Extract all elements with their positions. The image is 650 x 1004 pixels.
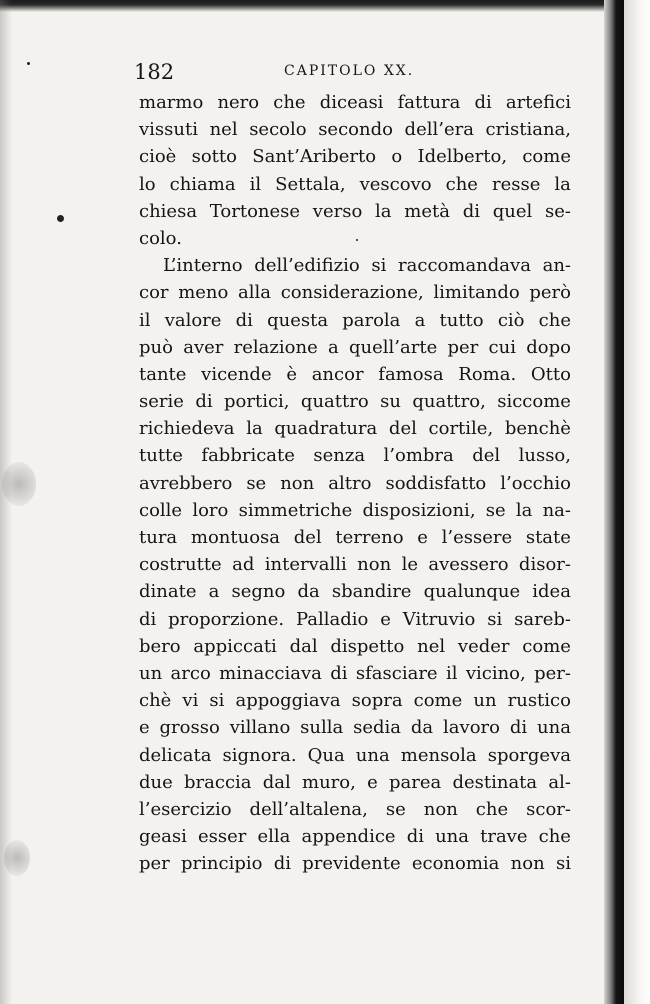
word: ciò (497, 309, 525, 331)
word: fabbricate (201, 445, 295, 467)
word: qualunque (423, 581, 521, 603)
word: Otto (530, 363, 571, 385)
word: del (293, 527, 322, 548)
word: il (445, 662, 458, 684)
word: arco (170, 662, 211, 684)
word: disor- (518, 554, 571, 576)
word: per (139, 853, 170, 875)
text-line (139, 307, 571, 334)
word: verso (312, 200, 363, 222)
word: lavoro (443, 717, 500, 739)
word: vicino, (465, 662, 526, 684)
word: veder (457, 635, 510, 657)
text-line (139, 850, 571, 877)
word: scor- (526, 798, 571, 820)
word: Qua (307, 744, 345, 766)
text-line (139, 334, 571, 361)
word: e (417, 527, 428, 548)
word: di (474, 92, 492, 113)
word: però (529, 282, 571, 304)
word: si (209, 690, 225, 712)
word: esser (198, 826, 247, 848)
word: come (413, 690, 463, 712)
text-line (139, 796, 571, 823)
word: previdente (302, 853, 401, 875)
text-line (139, 714, 571, 741)
text-line (139, 497, 571, 524)
word: tutto (439, 309, 484, 331)
word: la (554, 173, 571, 195)
text-line (139, 606, 571, 633)
word: diceasi (319, 92, 384, 113)
word: quadratura (274, 418, 378, 440)
word: fattura (397, 92, 461, 113)
word: parola (342, 309, 401, 331)
word: portici, (224, 391, 290, 413)
word: artefici (505, 92, 571, 113)
word: nel (209, 119, 238, 141)
word: che (273, 92, 306, 113)
word: L’interno (163, 255, 243, 277)
word: state (525, 527, 571, 548)
word: costrutte (139, 554, 222, 576)
word: tura (139, 527, 178, 548)
text-line (139, 769, 571, 796)
word: quel (492, 200, 533, 222)
word: nero (217, 92, 260, 113)
word: che (538, 826, 571, 848)
word: da (410, 717, 434, 739)
word: ella (257, 826, 291, 848)
word: Tortonese (209, 200, 301, 222)
word: come (522, 146, 571, 168)
word: vicende (201, 363, 272, 385)
word: cor (139, 282, 169, 304)
word: che (475, 798, 509, 820)
word: come (522, 635, 571, 657)
text-line (139, 524, 571, 551)
word: mensola (400, 744, 477, 766)
word: dispetto (330, 635, 405, 657)
word: na- (542, 499, 571, 521)
word: colle (139, 499, 183, 521)
word: dell’altalena, (249, 798, 368, 820)
word: un (139, 662, 163, 684)
book-gutter-shadow (604, 0, 624, 1004)
word: appoggiava (235, 690, 341, 712)
word: lusso, (518, 445, 571, 467)
word: marmo (139, 92, 204, 113)
word: destinata (452, 771, 538, 793)
word: l’essere (441, 527, 513, 548)
word: benchè (504, 418, 571, 440)
word: secondo (318, 119, 393, 141)
text-line (139, 633, 571, 660)
word: è (286, 363, 297, 385)
word: muro, (302, 771, 356, 793)
word: sbandire (331, 581, 412, 603)
word: una (435, 826, 469, 848)
word: una (355, 744, 390, 766)
text-line (139, 361, 571, 388)
word: valore (164, 309, 222, 331)
text-line (139, 143, 571, 170)
word: sporgeva (487, 744, 571, 766)
word: non (357, 554, 392, 576)
word: Idelberto, (417, 146, 508, 168)
word: disposizioni, (362, 499, 476, 521)
word: sareb- (514, 608, 571, 630)
paper-stain (2, 462, 36, 506)
word: dinate (139, 581, 197, 603)
word: di (195, 391, 213, 413)
top-edge-shadow (0, 0, 650, 12)
text-line (139, 198, 571, 225)
word: quattro, (412, 391, 486, 413)
word: dell’era (404, 119, 474, 141)
word: dal (262, 771, 291, 793)
word: minacciava (219, 662, 322, 684)
text-line (139, 279, 571, 306)
word: sopra (351, 690, 403, 712)
word: limitando (433, 282, 520, 304)
word: Roma. (458, 363, 517, 385)
word: di (509, 717, 528, 739)
word: richiedeva (139, 418, 235, 440)
word: di (330, 662, 348, 684)
page-number: 182 (134, 60, 175, 84)
word: chiesa (139, 200, 198, 222)
word: di (235, 309, 253, 331)
text-line (139, 116, 571, 143)
word: l’esercizio (139, 798, 232, 820)
word: avrebbero (139, 472, 233, 494)
word: resse (491, 173, 541, 195)
word: il (249, 173, 262, 195)
paper-stain (4, 840, 30, 876)
word: principio (181, 853, 263, 875)
word: da (297, 581, 320, 603)
text-line (139, 415, 571, 442)
text-line (139, 578, 571, 605)
text-line (139, 171, 571, 198)
word: si (555, 853, 571, 875)
word: dal (289, 635, 318, 657)
word: colo. (139, 227, 182, 249)
word: e (139, 717, 150, 739)
word: a (414, 309, 426, 331)
text-line (139, 442, 571, 469)
word: siccome (497, 391, 571, 413)
word: chè (139, 690, 172, 712)
word: economia (411, 853, 500, 875)
ink-speck (57, 215, 64, 222)
word: appiccati (193, 635, 277, 657)
text-line (139, 388, 571, 415)
word: parea (388, 771, 442, 793)
word: famosa (378, 363, 444, 385)
word: si (371, 255, 387, 277)
word: un (473, 690, 497, 712)
word: l’occhio (500, 472, 571, 494)
text-line (139, 660, 571, 687)
text-line (139, 252, 571, 279)
word: considerazione, (280, 282, 424, 304)
word: a (208, 581, 220, 603)
word: loro (192, 499, 229, 521)
word: cui (488, 336, 516, 358)
word: se (485, 499, 506, 521)
word: avessero (428, 554, 509, 576)
word: secolo (249, 119, 307, 141)
word: al- (548, 771, 571, 793)
word: bero (139, 635, 181, 657)
ink-speck (27, 62, 30, 65)
word: le (401, 554, 419, 576)
word: ad (232, 554, 255, 576)
word: due (139, 771, 173, 793)
word: questa (267, 309, 329, 331)
word: altro (328, 472, 372, 494)
word: quell’arte (349, 336, 438, 358)
word: meno (178, 282, 229, 304)
word: e (367, 771, 378, 793)
text-line (139, 551, 571, 578)
word: una (537, 717, 571, 739)
word: a (328, 336, 339, 358)
word: terreno (335, 527, 404, 548)
text-line (139, 225, 571, 252)
word: geasi (139, 826, 187, 848)
word: di (462, 200, 480, 222)
word: tante (139, 363, 187, 385)
word: proporzione. (168, 608, 285, 630)
word: segno (231, 581, 286, 603)
word: vissuti (139, 119, 198, 141)
word: chiama (169, 173, 236, 195)
word: nel (417, 635, 446, 657)
word: ancor (311, 363, 364, 385)
word: lo (139, 173, 156, 195)
word: può (139, 336, 173, 358)
word: sfasciare (355, 662, 438, 684)
word: di (139, 608, 157, 630)
text-line (139, 823, 571, 850)
word: di (406, 826, 424, 848)
word: idea (532, 581, 571, 603)
word: se- (544, 200, 571, 222)
word: che (538, 309, 571, 331)
word: e (380, 608, 391, 630)
word: vi (182, 690, 199, 712)
word: la (515, 499, 533, 521)
word: di (273, 853, 291, 875)
word: rustico (507, 690, 571, 712)
word: il (139, 309, 151, 331)
word: serie (139, 391, 184, 413)
page-header (134, 56, 574, 86)
word: raccomandava (398, 255, 531, 277)
word: dopo (526, 336, 571, 358)
word: vescovo (359, 173, 432, 195)
word: se (246, 472, 267, 494)
word: per- (534, 662, 571, 684)
word: quattro (300, 391, 369, 413)
word: l’ombra (383, 445, 454, 467)
word: an- (542, 255, 571, 277)
word: la (375, 200, 392, 222)
word: non (510, 853, 545, 875)
text-line (139, 687, 571, 714)
text-line (139, 470, 571, 497)
word: che (445, 173, 478, 195)
word: grosso (159, 717, 220, 739)
word: Palladio (295, 608, 369, 630)
text-line (139, 742, 571, 769)
word: metà (404, 200, 450, 222)
word: se (385, 798, 406, 820)
word: villano (229, 717, 291, 739)
word: dell’edifizio (254, 255, 360, 277)
word: soddisfatto (385, 472, 487, 494)
facing-page-edge (624, 0, 650, 1004)
word: cioè (139, 146, 177, 168)
word: o (391, 146, 403, 168)
word: montuosa (190, 527, 281, 548)
word: tutte (139, 445, 183, 467)
running-title: CAPITOLO XX. (284, 63, 415, 79)
word: appendice (301, 826, 396, 848)
word: sedia (353, 717, 402, 739)
word: relazione (233, 336, 318, 358)
word: cortile, (428, 418, 494, 440)
word: Settala, (275, 173, 346, 195)
word: signora. (222, 744, 297, 766)
word: alla (238, 282, 272, 304)
word: per (447, 336, 479, 358)
word: delicata (139, 744, 212, 766)
word: aver (183, 336, 224, 358)
word: sotto (191, 146, 237, 168)
word: senza (313, 445, 366, 467)
word: si (487, 608, 503, 630)
word: sulla (300, 717, 344, 739)
word: del (388, 418, 417, 440)
word: non (280, 472, 315, 494)
word: Vitruvio (402, 608, 476, 630)
word: Sant’Ariberto (252, 146, 377, 168)
word: braccia (184, 771, 252, 793)
word: simmetriche (238, 499, 353, 521)
word: intervalli (264, 554, 347, 576)
word: su (380, 391, 401, 413)
word: cristiana, (485, 119, 571, 141)
text-line (139, 89, 571, 116)
word: la (246, 418, 263, 440)
word: trave (480, 826, 528, 848)
word: non (423, 798, 458, 820)
body-text (139, 89, 571, 877)
word: del (472, 445, 501, 467)
